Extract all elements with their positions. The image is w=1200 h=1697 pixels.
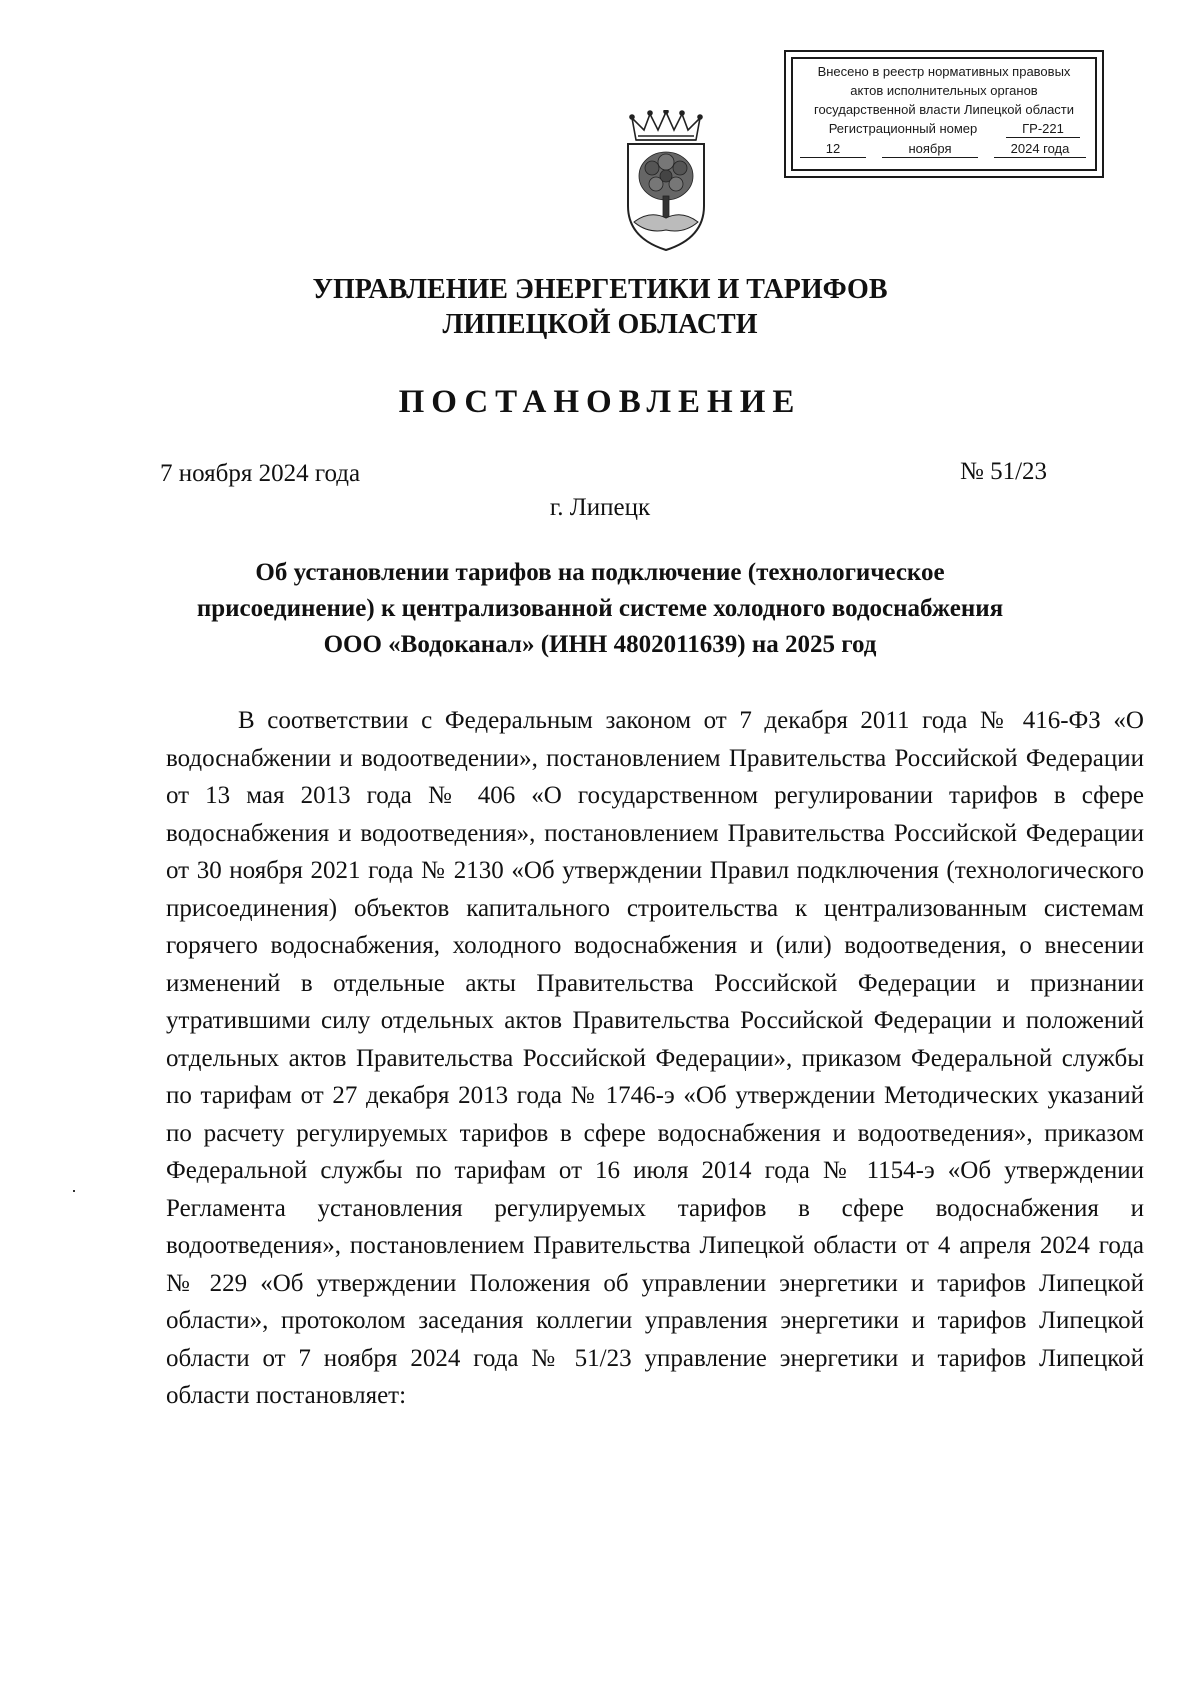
stamp-line-3: государственной власти Липецкой области (813, 102, 1075, 117)
registry-stamp (784, 50, 1104, 178)
stamp-reg-label: Регистрационный номер (828, 121, 978, 136)
title-line-2: присоединение) к централизованной системе холодного водоснабжения (196, 595, 1004, 622)
stamp-day: 12 (800, 139, 866, 158)
stamp-month: ноября (882, 139, 978, 158)
organization-name (0, 272, 1200, 342)
stamp-line-1: Внесено в реестр нормативных правовых (817, 64, 1071, 79)
crown-icon (630, 110, 702, 140)
document-type: ПОСТАНОВЛЕНИЕ (398, 384, 802, 420)
document-date: 7 ноября 2024 года (160, 460, 361, 487)
document-number: № 51/23 (960, 458, 1048, 485)
stamp-reg-number: ГР-221 (1006, 119, 1080, 138)
tree-icon (639, 152, 693, 218)
stamp-date-row (786, 139, 1102, 159)
document-city: г. Липецк (549, 494, 651, 521)
stamp-registration-row (786, 119, 1102, 139)
stamp-year: 2024 года (994, 139, 1086, 158)
coat-of-arms-icon (620, 110, 712, 254)
title-line-1: Об установлении тарифов на подключение (технологическое (255, 559, 945, 586)
body-paragraph: В соответствии с Федеральным законом от 7 декабря 2011 года № 416-ФЗ «О водоснабжении и водоотведении», постановлением Правительства Российской Федерации от 13 мая 2013 года № 406 «О государственном регулировании тарифов в сфере водоснабжения и водоотведения», постановлением Правительства Российской Федерации от 30 ноября 2021 года № 2130 «Об утверждении Правил подключения (технологического присоединения) объектов капитального строительства к централизованным системам горячего водоснабжения, холодного водоснабжения и (или) водоотведения, о внесении изменений в отдельные акты Правительства Российской Федерации и признании утратившими силу отдельных актов Правительства Российской Федерации и положений отдельных актов Правительства Российской Федерации», приказом Федеральной службы по тарифам от 27 декабря 2013 года № 1746-э «Об утверждении Методических указаний по расчету регулируемых тарифов в сфере водоснабжения и водоотведения», приказом Федеральной службы по тарифам от 16 июля 2014 года № 1154-э «Об утверждении Регламента установления регулируемых тарифов в сфере водоснабжения и водоотведения», постановлением Правительства Липецкой области от 4 апреля 2024 года № 229 «Об утверждении Положения об управлении энергетики и тарифов Липецкой области», протоколом заседания коллегии управления энергетики и тарифов Липецкой области от 7 ноября 2024 года № 51/23 управление энергетики и тарифов Липецкой области постановляет: (166, 707, 1144, 1409)
organization-line-1: УПРАВЛЕНИЕ ЭНЕРГЕТИКИ И ТАРИФОВ (312, 274, 888, 305)
stamp-line-2: актов исполнительных органов (850, 83, 1038, 98)
organization-line-2: ЛИПЕЦКОЙ ОБЛАСТИ (442, 309, 758, 340)
scan-speck (73, 1190, 75, 1192)
document-title (165, 555, 1035, 663)
title-line-3: ООО «Водоканал» (ИНН 4802011639) на 2025 год (323, 631, 877, 658)
